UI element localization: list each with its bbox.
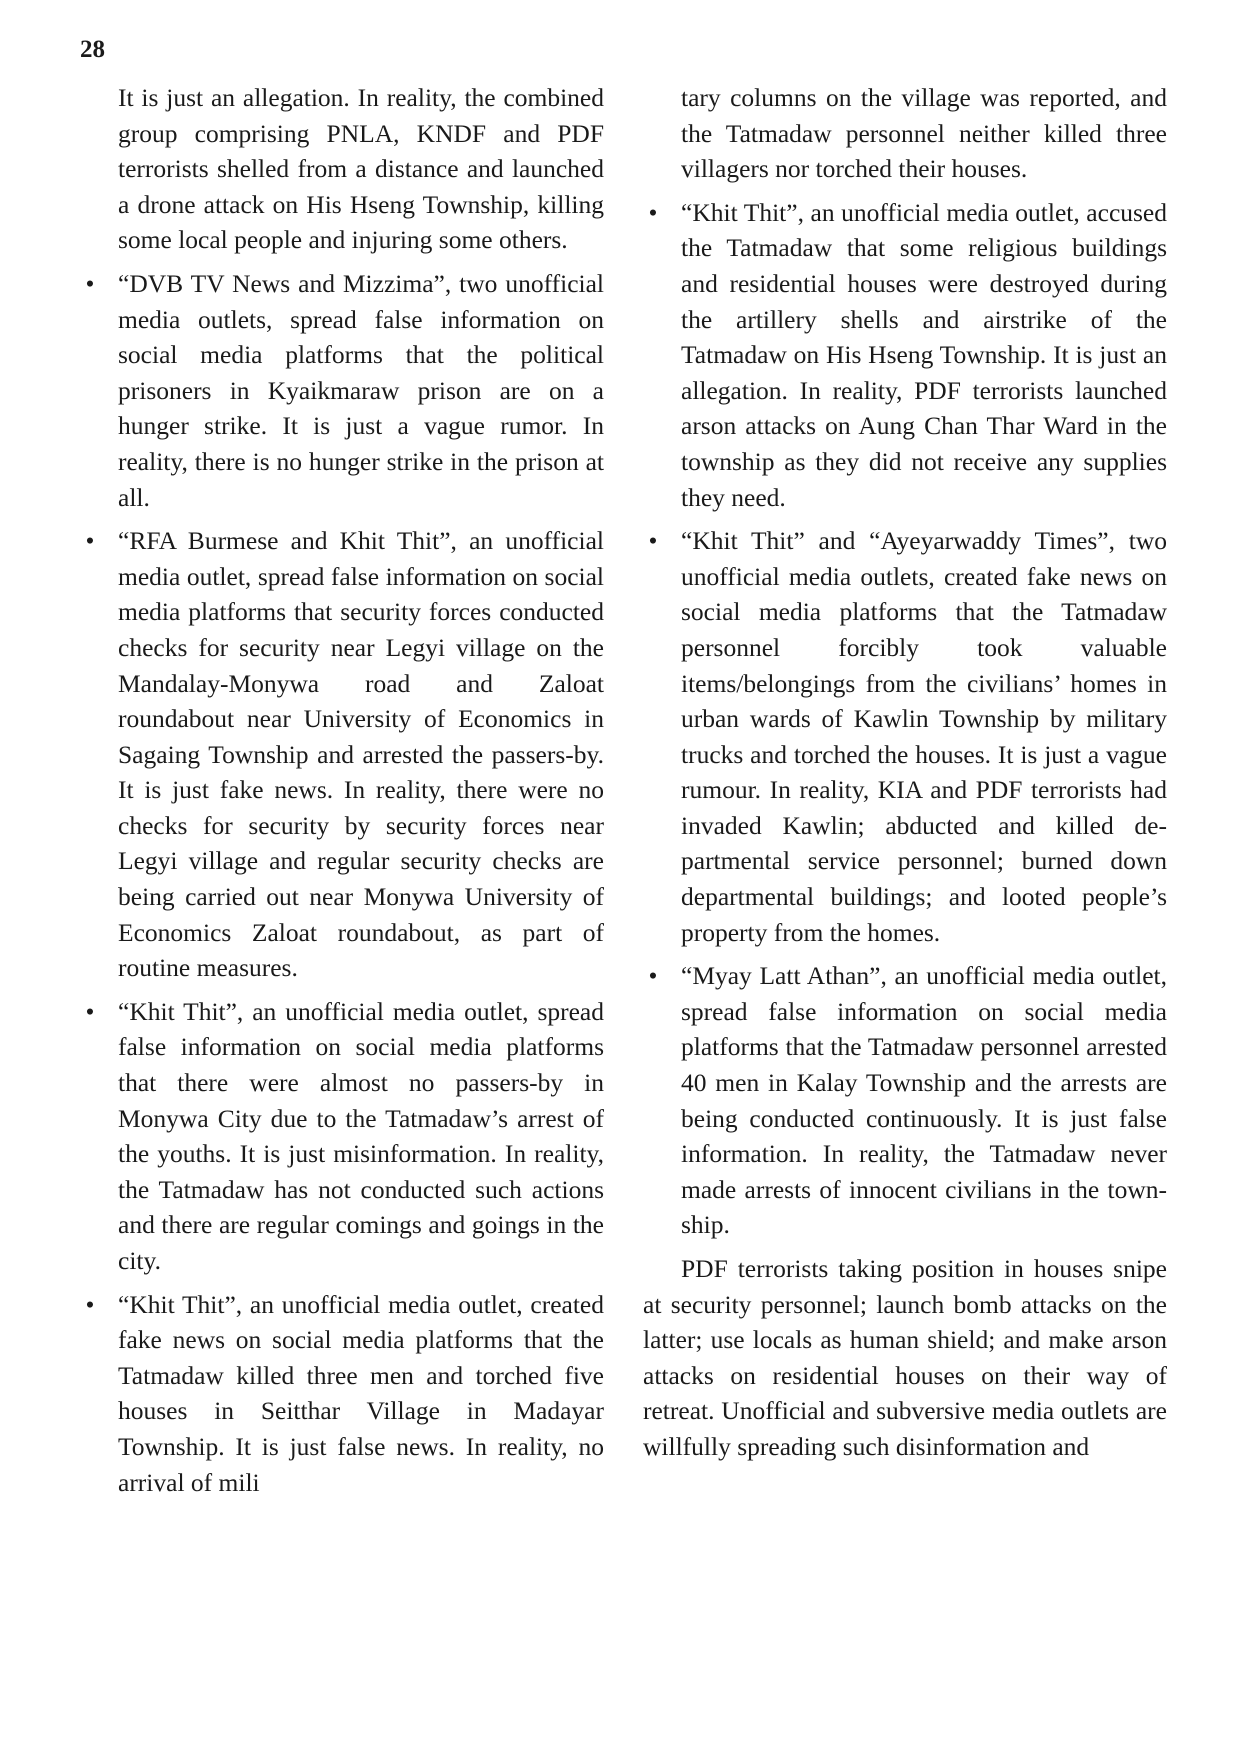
continuation-paragraph: It is just an allegation. In reality, the combined group comprising PNLA, KNDF and PDF terrorists shelled from a distance and launched a drone attack on His Hseng Township, killing some local people and injuring some others. xyxy=(118,83,604,255)
bullet-item xyxy=(85,523,604,986)
continuation-paragraph: tary columns on the village was reported, and the Tatmadaw personnel neither killed three villagers nor torched their houses. xyxy=(681,83,1167,184)
bullet-text: “Myay Latt Athan”, an unofficial media outlet, spread false information on social media platforms that the Tatmadaw personnel arrested 40 men in Kalay Township and the arrests are being conducted continuously. It is just false information. In reality, the Tatmadaw never made arrests of innocent civilians in the township. xyxy=(681,961,1167,1240)
bullet-item xyxy=(648,523,1167,950)
bullet-text: “Khit Thit”, an unofficial media outlet, spread false information on social media platforms that there were almost no passers-by in Monywa City due to the Tatmadaw’s arrest of the youths. It is just misinformation. In reality, the Tatmadaw has not conducted such actions and there are regular comings and goings in the city. xyxy=(118,996,604,1275)
bullet-text: “Khit Thit” and “Ayeyarwaddy Times”, two unofficial media outlets, created fake news on social media platforms that the Tatmadaw personnel forcibly took valuable items/belongings from the civilians’ homes in urban wards of Kawlin Township by military trucks and torched the houses. It is just a vague rumour. In reality, KIA and PDF terrorists had invaded Kawlin; abducted and killed departmental service personnel; burned down departmental buildings; and looted people’s property from the homes. xyxy=(681,526,1167,947)
bullet-icon: • xyxy=(648,197,658,227)
bullet-item xyxy=(648,195,1167,515)
bullet-item xyxy=(648,958,1167,1243)
bullet-item xyxy=(85,1287,604,1501)
closing-paragraph: PDF terrorists taking position in houses snipe at security personnel; launch bomb attacks on the latter; use locals as human shield; and make arson attacks on residential houses on their way of retreat. Unofficial and subversive media outlets are willfully spreading such disinformation and xyxy=(643,1254,1167,1461)
bullet-icon: • xyxy=(85,268,95,298)
page-number: 28 xyxy=(80,36,105,63)
bullet-text: “RFA Burmese and Khit Thit”, an unofficial media outlet, spread false information on social media platforms that security forces conducted checks for security near Legyi village on the Mandalay-Monywa road and Zaloat roundabout near University of Economics in Sagaing Township and arrested the passers-by. It is just fake news. In reality, there were no checks for security by security forces near Legyi village and regular security checks are being carried out near Monywa University of Economics Zaloat roundabout, as part of routine measures. xyxy=(118,526,604,983)
bullet-item xyxy=(85,994,604,1279)
left-column xyxy=(85,80,604,1500)
bullet-text: “Khit Thit”, an unofficial media outlet, accused the Tatmadaw that some religious buildings and residential houses were destroyed during the artillery shells and airstrike of the Tatmadaw on His Hseng Township. It is just an allegation. In reality, PDF terrorists launched arson attacks on Aung Chan Thar Ward in the township as they did not receive any supplies they need. xyxy=(681,197,1167,512)
bullet-icon: • xyxy=(648,526,658,556)
bullet-icon: • xyxy=(85,526,95,556)
bullet-icon: • xyxy=(85,996,95,1026)
right-column xyxy=(643,80,1167,1465)
bullet-icon: • xyxy=(85,1289,95,1319)
bullet-item xyxy=(85,266,604,515)
bullet-icon: • xyxy=(648,961,658,991)
bullet-text: “Khit Thit”, an unofficial media outlet, created fake news on social media platforms that the Tatmadaw killed three men and torched five houses in Seitthar Village in Madayar Township. It is just false news. In reality, no arrival of mili xyxy=(118,1289,604,1497)
bullet-text: “DVB TV News and Mizzima”, two unofficial media outlets, spread false information on social media platforms that the political prisoners in Kyaikmaraw prison are on a hunger strike. It is just a vague rumor. In reality, there is no hunger strike in the prison at all. xyxy=(118,268,604,512)
